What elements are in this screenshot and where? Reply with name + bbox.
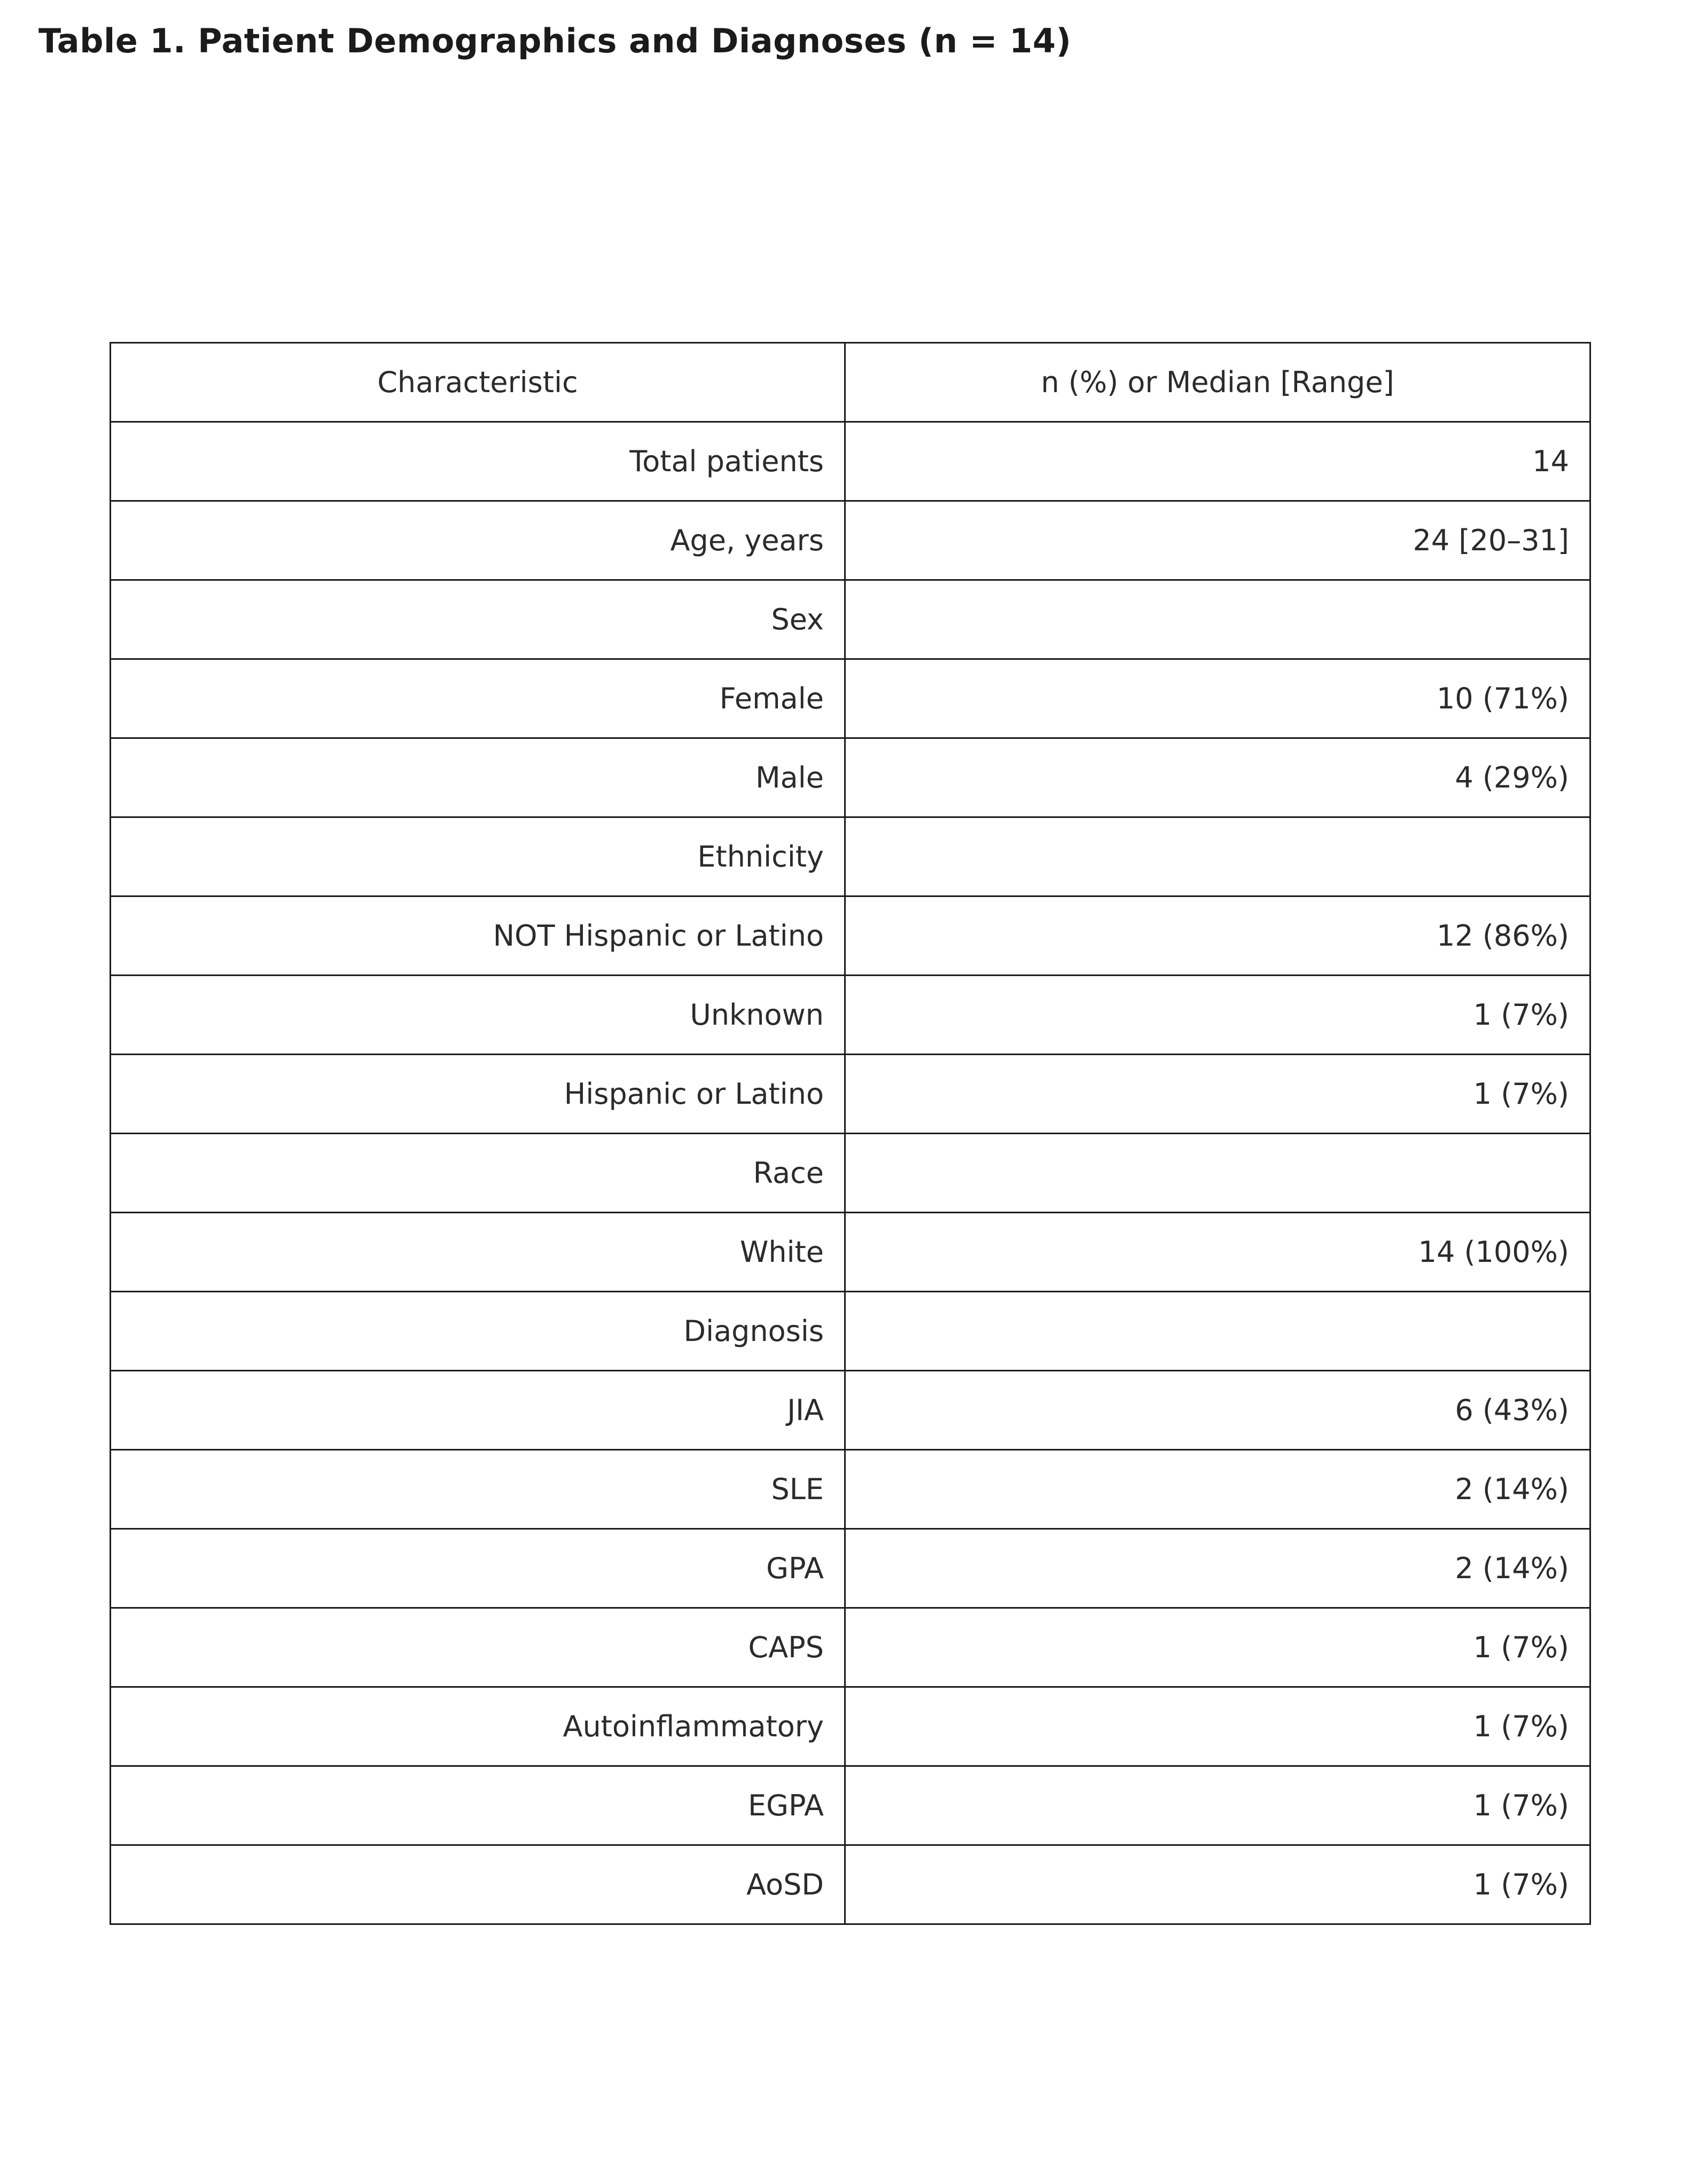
table-cell-characteristic: NOT Hispanic or Latino [111, 896, 845, 976]
table-row [111, 1134, 1590, 1213]
column-header-characteristic: Characteristic [111, 343, 845, 422]
table-cell-value: 10 (71%) [845, 659, 1590, 738]
table-row [111, 1608, 1590, 1687]
table-cell-characteristic: Age, years [111, 501, 845, 580]
table-row [111, 501, 1590, 580]
table-row [111, 976, 1590, 1055]
table-cell-value: 24 [20–31] [845, 501, 1590, 580]
table-cell-characteristic: CAPS [111, 1608, 845, 1687]
table-cell-characteristic: Hispanic or Latino [111, 1055, 845, 1134]
demographics-table-container [110, 342, 1589, 1925]
table-row [111, 580, 1590, 659]
table-row [111, 1687, 1590, 1766]
table-cell-value: 2 (14%) [845, 1529, 1590, 1608]
table-row [111, 817, 1590, 896]
table-cell-value: 6 (43%) [845, 1371, 1590, 1450]
table-cell-value: 1 (7%) [845, 1687, 1590, 1766]
table-cell-characteristic: Diagnosis [111, 1292, 845, 1371]
table-cell-characteristic: Total patients [111, 422, 845, 501]
table-cell-characteristic: Sex [111, 580, 845, 659]
table-cell-characteristic: Race [111, 1134, 845, 1213]
table-cell-characteristic: Female [111, 659, 845, 738]
table-cell-value: 1 (7%) [845, 1766, 1590, 1845]
table-row [111, 422, 1590, 501]
table-cell-characteristic: JIA [111, 1371, 845, 1450]
table-row [111, 1055, 1590, 1134]
table-cell-characteristic: White [111, 1213, 845, 1292]
table-cell-value: 1 (7%) [845, 1845, 1590, 1924]
column-header-value: n (%) or Median [Range] [845, 343, 1590, 422]
table-row [111, 896, 1590, 976]
table-header [111, 343, 1590, 422]
table-cell-value [845, 817, 1590, 896]
table-cell-value: 1 (7%) [845, 1055, 1590, 1134]
table-cell-value: 1 (7%) [845, 976, 1590, 1055]
page-title: Table 1. Patient Demographics and Diagnoses (n = 14) [38, 21, 1072, 60]
table-body [111, 422, 1590, 1924]
table-row [111, 1845, 1590, 1924]
table-row [111, 1213, 1590, 1292]
table-header-row [111, 343, 1590, 422]
table-cell-characteristic: EGPA [111, 1766, 845, 1845]
table-cell-value [845, 1134, 1590, 1213]
table-row [111, 1371, 1590, 1450]
demographics-table [110, 342, 1591, 1925]
table-cell-value: 4 (29%) [845, 738, 1590, 817]
table-cell-value: 12 (86%) [845, 896, 1590, 976]
table-cell-characteristic: Male [111, 738, 845, 817]
table-cell-value: 14 (100%) [845, 1213, 1590, 1292]
table-cell-value [845, 1292, 1590, 1371]
table-cell-characteristic: SLE [111, 1450, 845, 1529]
table-row [111, 1766, 1590, 1845]
table-row [111, 1292, 1590, 1371]
table-cell-value: 1 (7%) [845, 1608, 1590, 1687]
table-row [111, 659, 1590, 738]
table-cell-value: 14 [845, 422, 1590, 501]
table-cell-value: 2 (14%) [845, 1450, 1590, 1529]
table-cell-characteristic: Autoinflammatory [111, 1687, 845, 1766]
table-cell-value [845, 580, 1590, 659]
table-cell-characteristic: GPA [111, 1529, 845, 1608]
table-row [111, 1529, 1590, 1608]
table-cell-characteristic: Unknown [111, 976, 845, 1055]
table-row [111, 738, 1590, 817]
table-cell-characteristic: AoSD [111, 1845, 845, 1924]
table-row [111, 1450, 1590, 1529]
table-cell-characteristic: Ethnicity [111, 817, 845, 896]
